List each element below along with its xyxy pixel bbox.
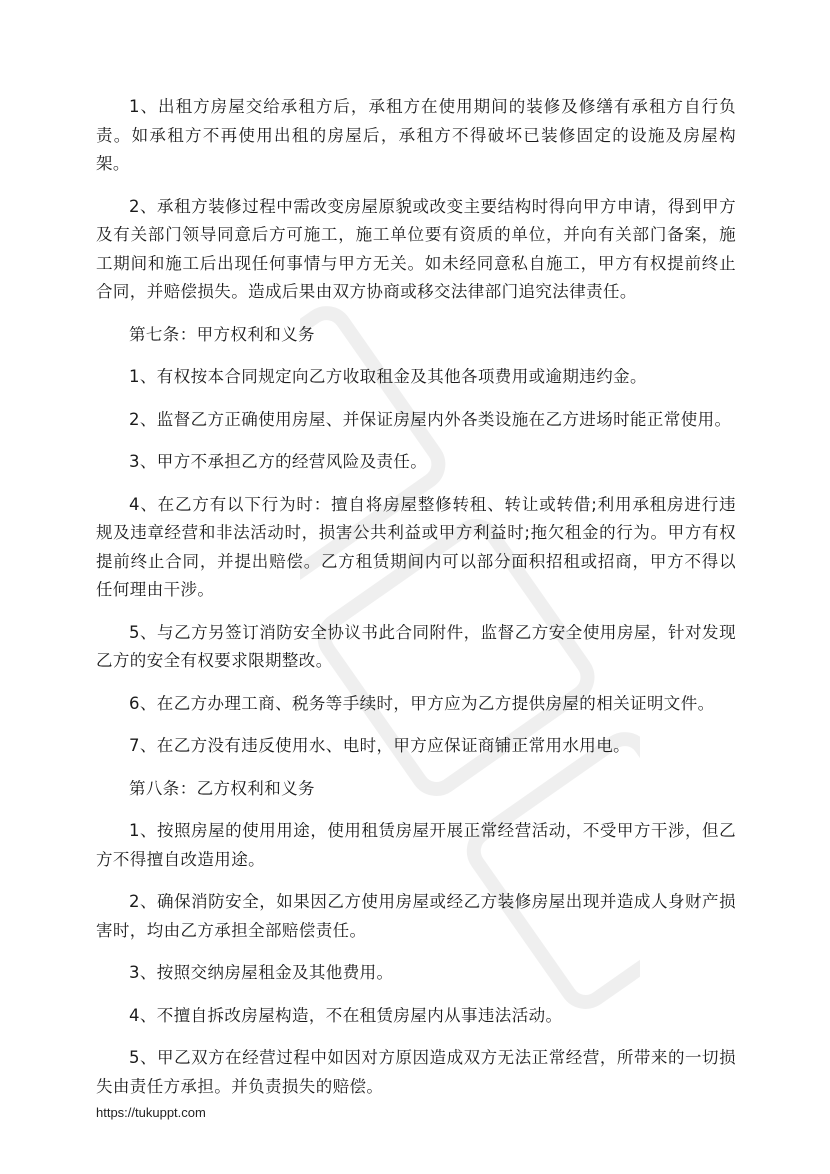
paragraph: 2、承租方装修过程中需改变房屋原貌或改变主要结构时得向甲方申请，得到甲方及有关部门领导同意后方可施工，施工单位要有资质的单位，并向有关部门备案，施工期间和施工后出现任何事情与甲方无关。如未经同意私自施工，甲方有权提前终止合同，并赔偿损失。造成后果由双方协商或移交法律部门追究法律责任。 <box>96 196 736 301</box>
footer-url: https://tukuppt.com <box>96 1105 206 1120</box>
paragraph: 4、在乙方有以下行为时：擅自将房屋整修转租、转让或转借;利用承租房进行违规及违章经营和非法活动时，损害公共利益或甲方利益时;拖欠租金的行为。甲方有权提前终止合同，并提出赔偿。乙方租赁期间内可以部分面积招租或招商，甲方不得以任何理由干涉。 <box>96 494 736 599</box>
paragraph: 3、按照交纳房屋租金及其他费用。 <box>129 963 394 982</box>
paragraph: 7、在乙方没有违反使用水、电时，甲方应保证商铺正常用水用电。 <box>129 736 630 755</box>
paragraph: 2、监督乙方正确使用房屋、并保证房屋内外各类设施在乙方进场时能正常使用。 <box>129 409 732 429</box>
section-heading: 第八条：乙方权利和义务 <box>129 778 315 798</box>
paragraph: 1、出租方房屋交给承租方后，承租方在使用期间的装修及修缮有承租方自行负责。如承租方不再使用出租的房屋后，承租方不得破坏已装修固定的设施及房屋构架。 <box>96 97 736 173</box>
paragraph: 1、按照房屋的使用用途，使用租赁房屋开展正常经营活动，不受甲方干涉，但乙方不得擅自改造用途。 <box>96 821 736 869</box>
paragraph: 5、甲乙双方在经营过程中如因对方原因造成双方无法正常经营，所带来的一切损失由责任方承担。并负责损失的赔偿。 <box>96 1048 736 1096</box>
section-heading: 第七条：甲方权利和义务 <box>129 324 315 344</box>
paragraph: 3、甲方不承担乙方的经营风险及责任。 <box>129 452 428 471</box>
paragraph: 2、确保消防安全，如果因乙方使用房屋或经乙方装修房屋出现并造成人身财产损害时，均由乙方承担全部赔偿责任。 <box>96 892 736 940</box>
paragraph: 1、有权按本合同规定向乙方收取租金及其他各项费用或逾期违约金。 <box>129 367 647 386</box>
document-body <box>96 93 736 1115</box>
paragraph: 5、与乙方另签订消防安全协议书此合同附件，监督乙方安全使用房屋，针对发现乙方的安全有权要求限期整改。 <box>96 622 736 670</box>
paragraph: 6、在乙方办理工商、税务等手续时，甲方应为乙方提供房屋的相关证明文件。 <box>129 693 715 713</box>
paragraph: 4、不擅自拆改房屋构造，不在租赁房屋内从事违法活动。 <box>129 1005 563 1025</box>
